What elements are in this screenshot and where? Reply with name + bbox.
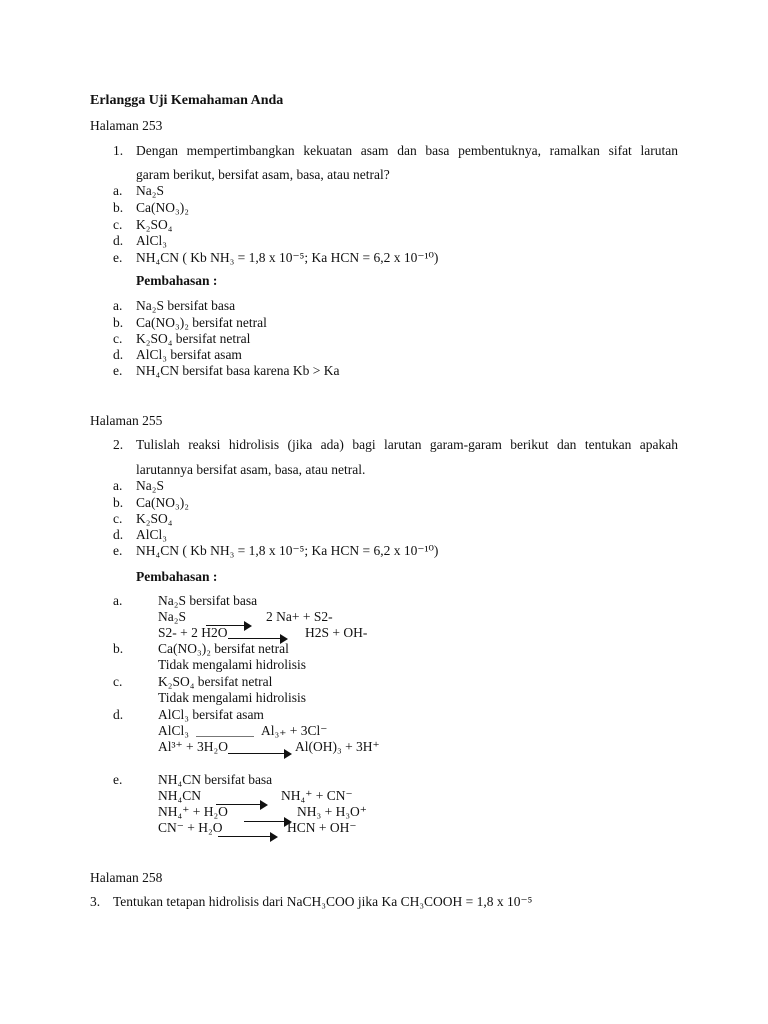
answer-2b-title: Ca(NO₃)₂ bersifat netral — [158, 641, 289, 656]
list-label: c. — [113, 217, 123, 232]
list-item: K₂SO₄ — [136, 511, 173, 526]
list-label: e. — [113, 250, 123, 265]
list-label: b. — [113, 641, 124, 656]
list-item: AlCl₃ — [136, 527, 167, 542]
list-label: a. — [113, 478, 123, 493]
list-label: d. — [113, 347, 124, 362]
list-label: d. — [113, 527, 124, 542]
reaction-arrow-icon — [218, 832, 278, 842]
answer-2b-note: Tidak mengalami hidrolisis — [158, 657, 306, 672]
reaction-right: Al(OH)₃ + 3H⁺ — [295, 739, 380, 754]
list-item: NH₄CN bersifat basa karena Kb > Ka — [136, 363, 340, 378]
answer-2e-title: NH₄CN bersifat basa — [158, 772, 273, 787]
question-3-text: Tentukan tetapan hidrolisis dari NaCH₃COO jika Ka CH₃COOH = 1,8 x 10⁻⁵ — [113, 894, 533, 909]
answer-2c-title: K₂SO₄ bersifat netral — [158, 674, 273, 689]
answer-2d-title: AlCl₃ bersifat asam — [158, 707, 264, 722]
list-item: Ca(NO₃)₂ — [136, 495, 189, 510]
reaction-right: Al₃₊ + 3Cl⁻ — [261, 723, 328, 738]
list-label: c. — [113, 511, 123, 526]
list-item: Na₂S — [136, 183, 164, 198]
document-title: Erlangga Uji Kemahaman Anda — [90, 93, 284, 108]
list-item: NH₄CN ( Kb NH₃ = 1,8 x 10⁻⁵; Ka HCN = 6,2 x 10⁻¹⁰) — [136, 543, 439, 558]
question-1-line2: garam berikut, bersifat asam, basa, atau netral? — [136, 167, 390, 182]
reaction-right: 2 Na+ + S2- — [266, 609, 333, 624]
list-label: a. — [113, 593, 123, 608]
list-item: Ca(NO₃)₂ — [136, 200, 189, 215]
reaction-right: NH₄⁺ + CN⁻ — [281, 788, 353, 803]
question-number-1: 1. — [113, 143, 124, 158]
list-item: Ca(NO₃)₂ bersifat netral — [136, 315, 267, 330]
reaction-left: NH₄⁺ + H₂O — [158, 804, 228, 819]
list-label: e. — [113, 363, 123, 378]
answer-heading-1: Pembahasan : — [136, 273, 218, 288]
list-label: a. — [113, 298, 123, 313]
list-label: d. — [113, 707, 124, 722]
reaction-left: AlCl₃ — [158, 723, 189, 738]
reaction-left: S2- + 2 H2O — [158, 625, 228, 640]
reaction-left: CN⁻ + H₂O — [158, 820, 223, 835]
question-2-line1: Tulislah reaksi hidrolisis (jika ada) bagi larutan garam-garam berikut dan tentukan apakah — [136, 437, 678, 452]
list-label: e. — [113, 772, 123, 787]
question-number-3: 3. — [90, 894, 101, 909]
question-1-line1: Dengan mempertimbangkan kekuatan asam dan basa pembentuknya, ramalkan sifat larutan — [136, 143, 678, 158]
reaction-right: HCN + OH⁻ — [287, 820, 357, 835]
list-item: AlCl₃ bersifat asam — [136, 347, 242, 362]
list-label: c. — [113, 674, 123, 689]
list-label: b. — [113, 495, 124, 510]
list-item: NH₄CN ( Kb NH₃ = 1,8 x 10⁻⁵; Ka HCN = 6,2 x 10⁻¹⁰) — [136, 250, 439, 265]
reaction-left: Na₂S — [158, 609, 186, 624]
list-item: Na₂S bersifat basa — [136, 298, 236, 313]
list-item: K₂SO₄ bersifat netral — [136, 331, 251, 346]
question-2-options — [113, 478, 563, 564]
list-label: a. — [113, 183, 123, 198]
answer-1-list — [113, 298, 563, 384]
list-item: Na₂S — [136, 478, 164, 493]
list-item: AlCl₃ — [136, 233, 167, 248]
list-label: b. — [113, 200, 124, 215]
question-number-2: 2. — [113, 437, 124, 452]
list-label: b. — [113, 315, 124, 330]
question-2-line2: larutannya bersifat asam, basa, atau netral. — [136, 462, 366, 477]
answer-heading-2: Pembahasan : — [136, 569, 218, 584]
reaction-arrow-icon — [244, 817, 292, 827]
answer-2c-note: Tidak mengalami hidrolisis — [158, 690, 306, 705]
reaction-right: H2S + OH- — [305, 625, 368, 640]
reaction-left: Al³⁺ + 3H₂O — [158, 739, 228, 754]
reaction-line — [196, 736, 254, 737]
page-label-253: Halaman 253 — [90, 118, 163, 133]
list-label: e. — [113, 543, 123, 558]
list-label: d. — [113, 233, 124, 248]
question-1-options — [113, 183, 563, 269]
reaction-right: NH₃ + H₃O⁺ — [297, 804, 367, 819]
answer-2a-title: Na₂S bersifat basa — [158, 593, 258, 608]
page-label-255: Halaman 255 — [90, 413, 163, 428]
reaction-arrow-icon — [228, 749, 292, 759]
page-label-258: Halaman 258 — [90, 870, 163, 885]
list-item: K₂SO₄ — [136, 217, 173, 232]
list-label: c. — [113, 331, 123, 346]
reaction-left: NH₄CN — [158, 788, 201, 803]
